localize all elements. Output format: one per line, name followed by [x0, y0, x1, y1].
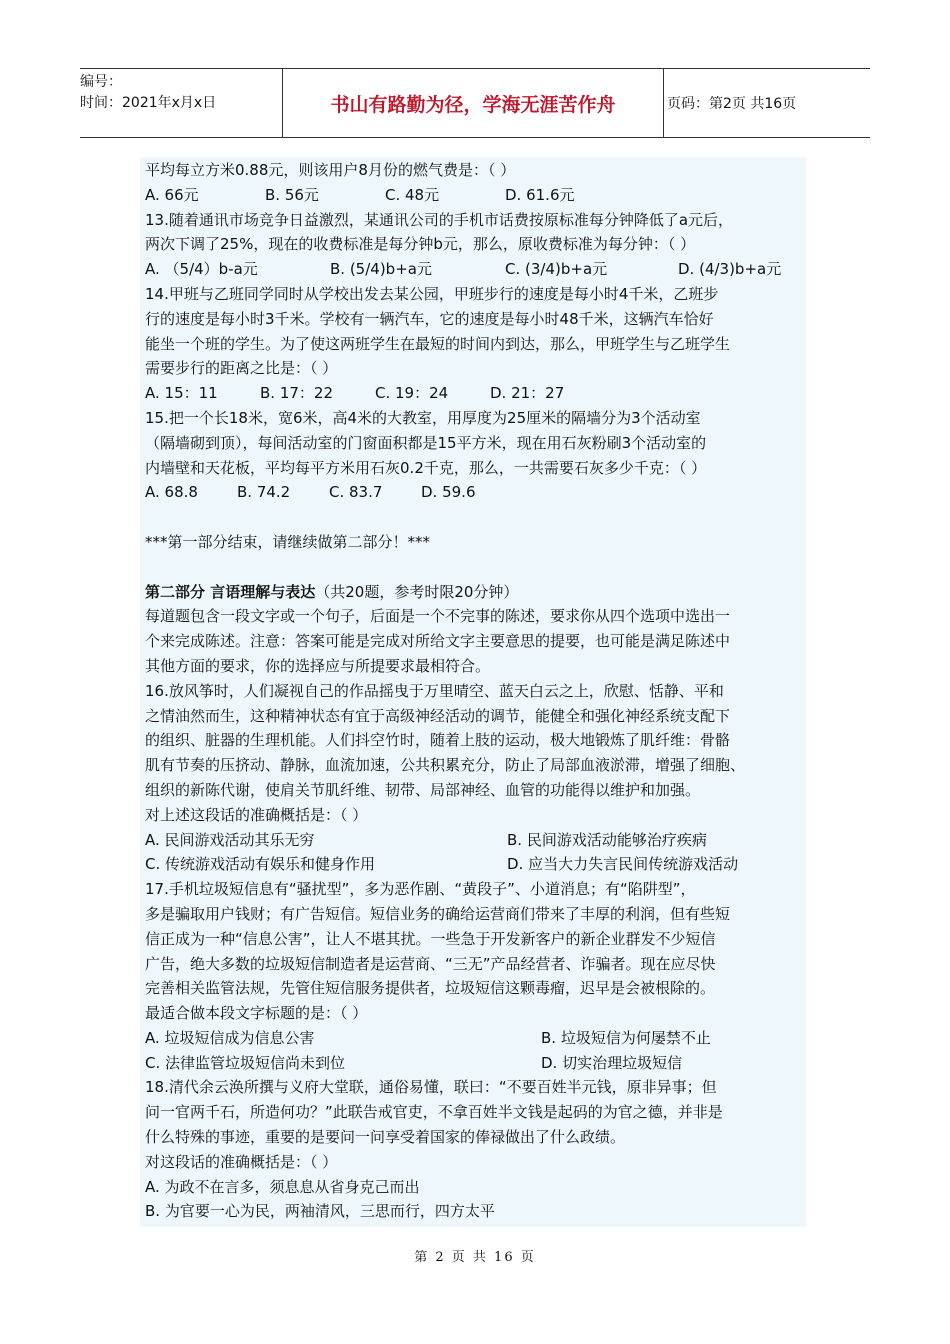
- question-18-line-1: 18.清代余云涣所撰与义府大堂联，通俗易懂，联曰：“不要百姓半元钱，原非异事；但: [145, 1078, 717, 1097]
- page-footer: 第 2 页 共 16 页: [414, 1250, 536, 1265]
- q17-options-row-2: [145, 1051, 825, 1076]
- question-14-line-3: 能坐一个班的学生。为了使这两班学生在最短的时间内到达，那么，甲班学生与乙班学生: [145, 334, 731, 353]
- option-a: A. 66元: [145, 185, 199, 204]
- question-17-line-5: 完善相关监管法规，先管住短信服务提供者，垃圾短信这颗毒瘤，迟早是会被根除的。: [145, 979, 716, 998]
- option-a: A. 垃圾短信成为信息公害: [145, 1028, 315, 1047]
- option-c: C. 法律监管垃圾短信尚未到位: [145, 1053, 346, 1072]
- question-15-line-1: 15.把一个长18米，宽6米，高4米的大教室，用厚度为25厘米的隔墙分为3个活动室: [145, 408, 701, 427]
- question-14-line-1: 14.甲班与乙班同学同时从学校出发去某公园，甲班步行的速度是每小时4千米，乙班步: [145, 284, 719, 303]
- header-number-label: 编号：: [80, 74, 122, 90]
- option-c: C. 19：24: [375, 384, 449, 403]
- part-two-title: 第二部分 言语理解与表达: [145, 582, 316, 601]
- question-14-line-4: 需要步行的距离之比是：（ ）: [145, 359, 338, 378]
- spacer: [145, 555, 825, 580]
- question-text-line: 平均每立方米0.88元，则该用户8月份的燃气费是：（ ）: [145, 161, 516, 179]
- option-b: B. 为官要一心为民，两袖清风，三思而行，四方太平: [145, 1202, 495, 1221]
- option-d: D. 切实治理垃圾短信: [541, 1053, 683, 1072]
- question-13-line-2: 两次下调了25%，现在的收费标准是每分钟b元，那么，原收费标准为每分钟：（ ）: [145, 235, 696, 254]
- option-d: D. 21：27: [490, 384, 565, 403]
- option-a: A. 民间游戏活动其乐无穷: [145, 830, 315, 849]
- question-18-line-2: 问一官两千石，所造何功？”此联告戒官吏，不拿百姓半文钱是起码的为官之德，并非是: [145, 1103, 723, 1122]
- question-18-prompt: 对这段话的准确概括是：（ ）: [145, 1152, 338, 1171]
- question-17-prompt: 最适合做本段文字标题的是：（ ）: [145, 1004, 368, 1023]
- q14-options: [145, 381, 825, 406]
- spacer: [145, 505, 825, 530]
- question-16-line-3: 的组织、脏器的生理机能。人们抖空竹时，随着上肢的运动，极大地锻炼了肌纤维：骨骼: [145, 731, 731, 750]
- header-date: 时间：2021年x月x日: [80, 95, 217, 111]
- q17-options-row-1: [145, 1026, 825, 1051]
- option-c: C. 83.7: [329, 483, 383, 502]
- part-two-intro-line-2: 个来完成陈述。注意：答案可能是完成对所给文字主要意思的提要，也可能是满足陈述中: [145, 632, 731, 651]
- header-motto: 书山有路勤为径，学海无涯苦作舟: [282, 69, 664, 137]
- question-14-line-2: 行的速度是每小时3千米。学校有一辆汽车，它的速度是每小时48千米，这辆汽车恰好: [145, 309, 714, 328]
- question-17-line-3: 信正成为一种“信息公害”，让人不堪其扰。一些急于开发新客户的新企业群发不少短信: [145, 929, 716, 948]
- option-c: C. (3/4)b+a元: [505, 260, 608, 279]
- q13-options: [145, 257, 825, 282]
- option-b: B. 垃圾短信为何屡禁不止: [541, 1028, 711, 1047]
- question-17-line-4: 广告，绝大多数的垃圾短信制造者是运营商、“三无”产品经营者、诈骗者。现在应尽快: [145, 954, 716, 973]
- q16-options-row-1: [145, 828, 825, 853]
- page-header: [80, 68, 870, 138]
- q15-options: [145, 480, 825, 505]
- option-d: D. 应当大力失言民间传统游戏活动: [507, 855, 739, 874]
- document-body: [145, 158, 825, 1224]
- option-a: A. （5/4）b-a元: [145, 260, 258, 279]
- option-b: B. (5/4)b+a元: [330, 260, 432, 279]
- option-c: C. 传统游戏活动有娱乐和健身作用: [145, 855, 376, 874]
- header-page-info: 页码：第2页 共16页: [667, 96, 797, 112]
- question-13-line-1: 13.随着通讯市场竞争日益激烈，某通讯公司的手机市话费按原标准每分钟降低了a元后，: [145, 210, 734, 229]
- question-16-prompt: 对上述这段话的准确概括是：（ ）: [145, 805, 368, 824]
- option-b: B. 74.2: [237, 483, 291, 502]
- question-17-line-1: 17.手机垃圾短信息有“骚扰型”，多为恶作剧、“黄段子”、小道消息；有“陷阱型”，: [145, 880, 696, 899]
- option-d: D. 61.6元: [505, 185, 575, 204]
- q12-options: [145, 183, 825, 208]
- question-18-line-3: 什么特殊的事迹，重要的是要问一问享受着国家的俸禄做出了什么政绩。: [145, 1128, 626, 1147]
- question-16-line-5: 组织的新陈代谢，使肩关节肌纤维、韧带、局部神经、血管的功能得以维护和加强。: [145, 780, 701, 799]
- question-16-line-2: 之情油然而生，这种精神状态有宜于高级神经活动的调节，能健全和强化神经系统支配下: [145, 706, 731, 725]
- question-17-line-2: 多是骗取用户钱财；有广告短信。短信业务的确给运营商们带来了丰厚的利润，但有些短: [145, 904, 731, 923]
- option-b: B. 56元: [265, 185, 319, 204]
- part-two-intro-line-3: 其他方面的要求，你的选择应与所提要求最相符合。: [145, 656, 491, 675]
- option-b: B. 17：22: [260, 384, 334, 403]
- option-d: D. 59.6: [421, 483, 476, 502]
- q16-options-row-2: [145, 852, 825, 877]
- option-a: A. 15：11: [145, 384, 218, 403]
- part-two-intro-line-1: 每道题包含一段文字或一个句子，后面是一个不完事的陈述，要求你从四个选项中选出一: [145, 607, 731, 626]
- part-two-heading: [145, 580, 825, 605]
- question-16-line-1: 16.放风筝时，人们凝视自己的作品摇曳于万里晴空、蓝天白云之上，欣慰、恬静、平和: [145, 681, 724, 700]
- header-meta: [80, 69, 280, 140]
- part-two-subtitle: （共20题，参考时限20分钟）: [315, 582, 519, 601]
- option-b: B. 民间游戏活动能够治疗疾病: [507, 830, 707, 849]
- option-c: C. 48元: [385, 185, 440, 204]
- question-15-line-2: （隔墙砌到顶），每间活动室的门窗面积都是15平方米，现在用石灰粉刷3个活动室的: [145, 433, 707, 452]
- option-a: A. 68.8: [145, 483, 198, 502]
- question-15-line-3: 内墙壁和天花板，平均每平方米用石灰0.2千克，那么，一共需要石灰多少千克：（ ）: [145, 458, 707, 477]
- question-16-line-4: 肌有节奏的压挤动、静脉，血流加速，公共积累充分，防止了局部血液淤滞，增强了细胞、: [145, 756, 746, 775]
- option-a: A. 为政不在言多，须息息从省身克己而出: [145, 1177, 420, 1196]
- part-one-end-note: ***第一部分结束，请继续做第二部分！***: [145, 532, 431, 551]
- option-d: D. (4/3)b+a元: [678, 260, 782, 279]
